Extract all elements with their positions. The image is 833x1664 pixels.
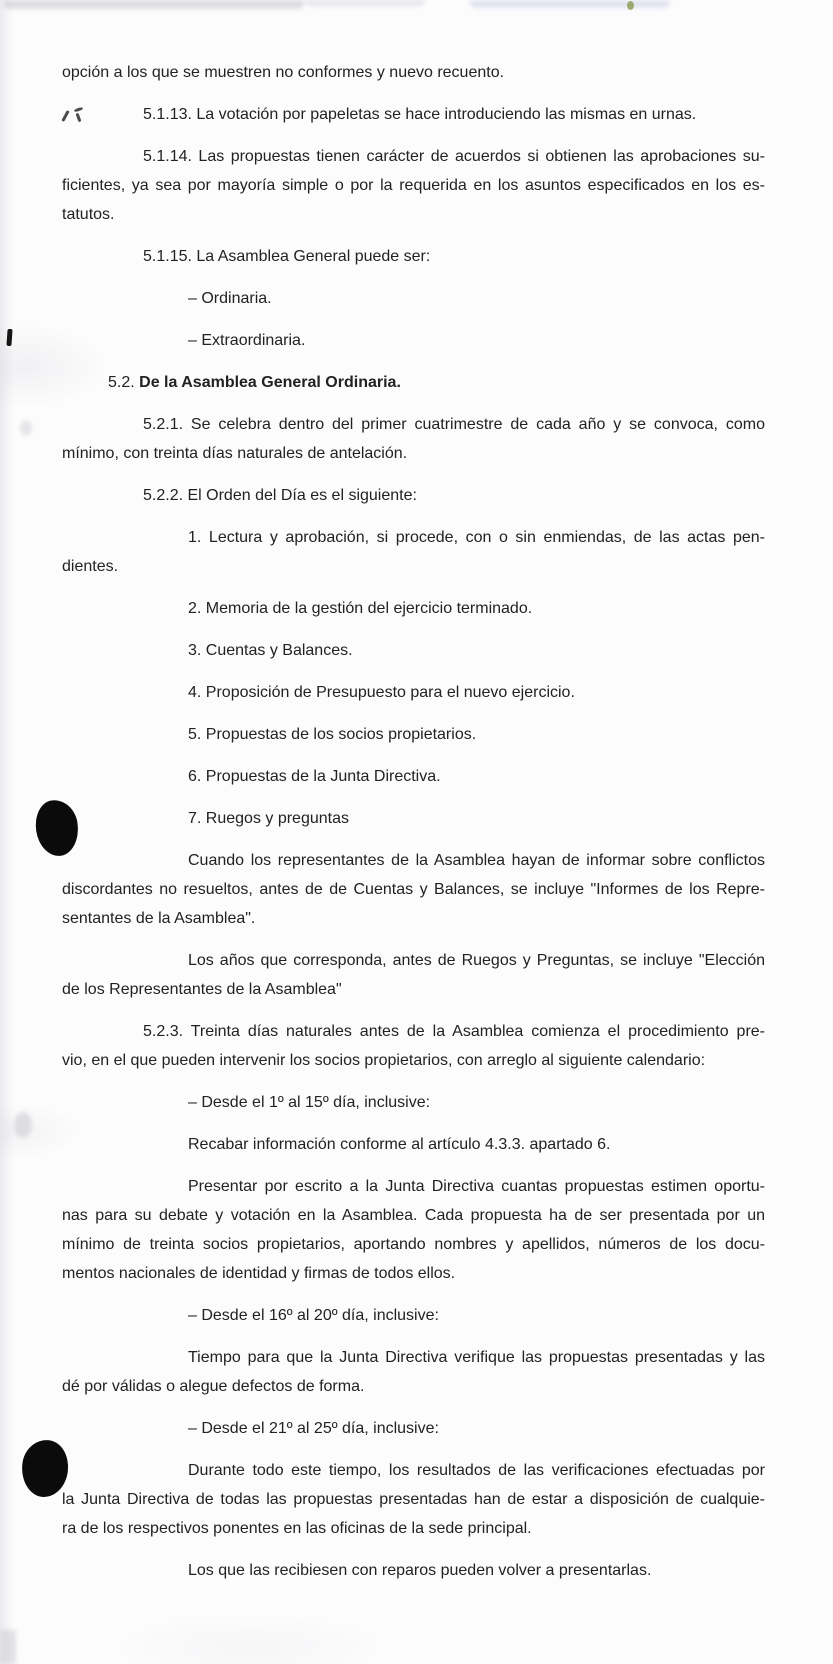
text-line: – Desde el 21º al 25º día, inclusive:	[188, 1420, 439, 1437]
text-line: 5.2.3. Treinta días naturales antes de la Asamblea comienza el procedimiento pre-	[143, 1023, 765, 1040]
document-text	[62, 58, 765, 1598]
text-line: Tiempo para que la Junta Directiva verifique las propuestas presentadas y las	[188, 1349, 765, 1366]
scan-smudge-left	[20, 420, 32, 436]
text-line: – Extraordinaria.	[188, 332, 306, 349]
text-line: mínimo de treinta socios propietarios, aportando nombres y apellidos, números de los docu-	[62, 1236, 765, 1253]
text-line: 5.1.14. Las propuestas tienen carácter de acuerdos si obtienen las aprobaciones su-	[143, 148, 765, 165]
text-line: 2. Memoria de la gestión del ejercicio terminado.	[188, 600, 533, 617]
text-line: 5.1.15. La Asamblea General puede ser:	[143, 248, 431, 265]
paragraph	[62, 1456, 765, 1543]
paragraph	[62, 720, 765, 749]
paragraph	[62, 804, 765, 833]
paragraph	[62, 100, 765, 129]
edge-mark	[6, 329, 12, 346]
text-line: Los que las recibiesen con reparos pueden volver a presentarlas.	[188, 1562, 652, 1579]
paragraph	[62, 1343, 765, 1401]
text-line: ficientes, ya sea por mayoría simple o por la requerida en los asuntos especificados en los es-	[62, 177, 765, 194]
paragraph	[62, 1088, 765, 1117]
text-line: 1. Lectura y aprobación, si procede, con o sin enmiendas, de las actas pen-	[188, 529, 765, 546]
text-line: – Desde el 16º al 20º día, inclusive:	[188, 1307, 439, 1324]
section-title: De la Asamblea General Ordinaria.	[139, 374, 401, 391]
text-line: Los años que corresponda, antes de Ruegos y Preguntas, se incluye "Elección	[188, 952, 765, 969]
paragraph	[62, 326, 765, 355]
paragraph	[62, 242, 765, 271]
paragraph	[62, 1301, 765, 1330]
section-heading	[62, 368, 765, 397]
paragraph	[62, 594, 765, 623]
text-line: 3. Cuentas y Balances.	[188, 642, 353, 659]
text-line: – Ordinaria.	[188, 290, 272, 307]
text-line: Recabar información conforme al artículo 4.3.3. apartado 6.	[188, 1136, 611, 1153]
paragraph	[62, 846, 765, 933]
paragraph	[62, 481, 765, 510]
text-line: Durante todo este tiempo, los resultados de las verificaciones efectuadas por	[188, 1462, 765, 1479]
paragraph	[62, 58, 765, 87]
text-line: Cuando los representantes de la Asamblea hayan de informar sobre conflictos	[188, 852, 765, 869]
scan-speck	[627, 1, 634, 10]
text-line: Presentar por escrito a la Junta Directiva cuantas propuestas estimen oportu-	[188, 1178, 765, 1195]
text-line: 6. Propuestas de la Junta Directiva.	[188, 768, 441, 785]
paragraph	[62, 946, 765, 1004]
paragraph	[62, 762, 765, 791]
paragraph	[62, 1556, 765, 1585]
text-line: vio, en el que pueden intervenir los socios propietarios, con arreglo al siguiente calendario:	[62, 1052, 706, 1069]
text-line: 5.2.2. El Orden del Día es el siguiente:	[143, 487, 417, 504]
text-line: 4. Proposición de Presupuesto para el nuevo ejercicio.	[188, 684, 575, 701]
paragraph	[62, 410, 765, 468]
text-line: 5.2.1. Se celebra dentro del primer cuatrimestre de cada año y se convoca, como	[143, 416, 765, 433]
paragraph	[62, 1414, 765, 1443]
paragraph	[62, 523, 765, 581]
text-line: dientes.	[62, 558, 119, 575]
text-line: mentos nacionales de identidad y firmas de todos ellos.	[62, 1265, 456, 1282]
section-number: 5.2.	[108, 374, 140, 391]
text-line: de los Representantes de la Asamblea"	[62, 981, 342, 998]
scan-smudge-top	[305, 0, 425, 6]
text-line: mínimo, con treinta días naturales de antelación.	[62, 445, 408, 462]
text-line: 5. Propuestas de los socios propietarios.	[188, 726, 477, 743]
scan-smudge-bottom	[0, 1630, 16, 1664]
paragraph	[62, 1172, 765, 1288]
scan-smudge-top	[4, 0, 304, 9]
text-line: 5.1.13. La votación por papeletas se hace introduciendo las mismas en urnas.	[143, 106, 697, 123]
paragraph	[62, 678, 765, 707]
text-line: ra de los respectivos ponentes en las oficinas de la sede principal.	[62, 1520, 532, 1537]
text-line	[62, 368, 765, 397]
text-line: nas para su debate y votación en la Asamblea. Cada propuesta ha de ser presentada por un	[62, 1207, 765, 1224]
text-line: la Junta Directiva de todas las propuestas presentadas han de estar a disposición de cualquie-	[62, 1491, 765, 1508]
scan-smudge-top	[470, 0, 670, 8]
text-line: sentantes de la Asamblea".	[62, 910, 256, 927]
text-line: discordantes no resueltos, antes de de Cuentas y Balances, se incluye "Informes de los Repre-	[62, 881, 765, 898]
text-line: – Desde el 1º al 15º día, inclusive:	[188, 1094, 431, 1111]
text-line: opción a los que se muestren no conformes y nuevo recuento.	[62, 64, 505, 81]
text-line: tatutos.	[62, 206, 115, 223]
scan-smudge-left	[14, 1112, 32, 1138]
paragraph	[62, 1130, 765, 1159]
text-line: dé por válidas o alegue defectos de forma.	[62, 1378, 365, 1395]
text-line: 7. Ruegos y preguntas	[188, 810, 349, 827]
paragraph	[62, 284, 765, 313]
paragraph	[62, 636, 765, 665]
paragraph	[62, 142, 765, 229]
paragraph	[62, 1017, 765, 1075]
